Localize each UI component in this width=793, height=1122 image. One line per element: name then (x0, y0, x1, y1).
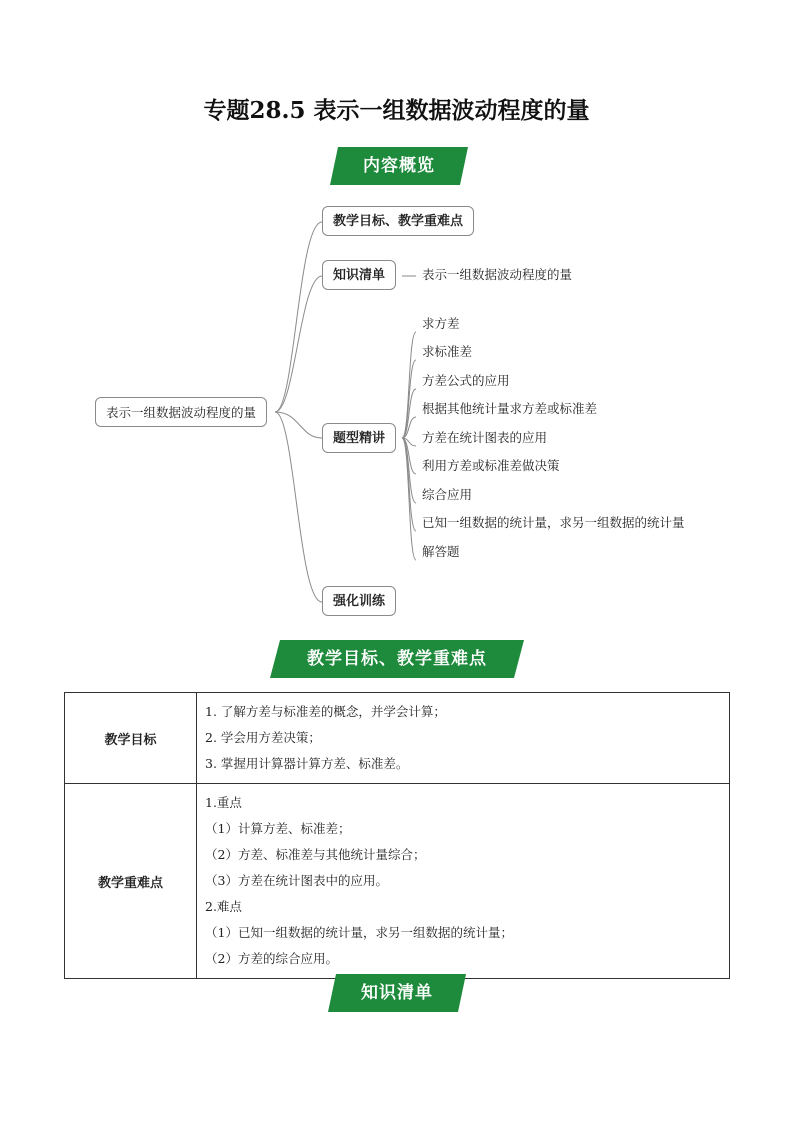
connector-leaf-1 (402, 332, 416, 438)
connector-branch-1 (275, 222, 322, 412)
mindmap-leaf: 求方差 (422, 316, 460, 331)
content-line: （2）方差、标准差与其他统计量综合； (205, 847, 426, 862)
content-line: 2. 学会用方差决策； (205, 730, 321, 745)
content-line: 1. 了解方差与标准差的概念，并学会计算； (205, 704, 446, 719)
mindmap-leaf: 表示一组数据波动程度的量 (422, 267, 573, 282)
table-row (65, 693, 730, 784)
page-title: 专题28.5 表示一组数据波动程度的量 (203, 97, 590, 124)
connector-branch-3 (275, 412, 322, 438)
goals-banner (270, 640, 524, 678)
mindmap-leaf: 综合应用 (422, 487, 473, 502)
content-line: 3. 掌握用计算器计算方差、标准差。 (205, 756, 409, 771)
connector-leaf-8 (402, 438, 416, 531)
mindmap-leaf: 求标准差 (422, 344, 473, 359)
table-row (65, 784, 730, 979)
goals-table (64, 692, 730, 979)
table-row-content (197, 784, 730, 979)
connector-branch-2 (275, 276, 322, 412)
content-line: 2.难点 (205, 899, 242, 914)
mindmap-branch-question-types: 题型精讲 (322, 423, 396, 453)
mindmap-leaf: 方差公式的应用 (422, 373, 510, 388)
mindmap-root: 表示一组数据波动程度的量 (95, 397, 267, 427)
connector-branch-4 (275, 412, 322, 602)
content-line: 1.重点 (205, 795, 242, 810)
content-line: （1）已知一组数据的统计量，求另一组数据的统计量； (205, 925, 513, 940)
knowledge-banner (328, 974, 466, 1012)
mindmap-branch-knowledge: 知识清单 (322, 260, 396, 290)
knowledge-banner-label: 知识清单 (361, 983, 433, 1003)
mindmap-leaf: 方差在统计图表的应用 (422, 430, 548, 445)
mindmap-leaf: 利用方差或标准差做决策 (422, 458, 560, 473)
content-line: （1）计算方差、标准差； (205, 821, 351, 836)
overview-banner-label: 内容概览 (363, 156, 435, 176)
goals-banner-label: 教学目标、教学重难点 (307, 649, 487, 669)
mindmap-branch-training: 强化训练 (322, 586, 396, 616)
mindmap-leaf: 已知一组数据的统计量，求另一组数据的统计量 (422, 515, 685, 530)
content-line: （2）方差的综合应用。 (205, 951, 338, 966)
table-row-label: 教学目标 (65, 693, 197, 784)
mindmap-branch-goals: 教学目标、教学重难点 (322, 206, 474, 236)
table-row-content (197, 693, 730, 784)
mindmap-leaf: 解答题 (422, 544, 460, 559)
mindmap-leaf: 根据其他统计量求方差或标准差 (422, 401, 598, 416)
table-row-label: 教学重难点 (65, 784, 197, 979)
content-line: （3）方差在统计图表中的应用。 (205, 873, 388, 888)
